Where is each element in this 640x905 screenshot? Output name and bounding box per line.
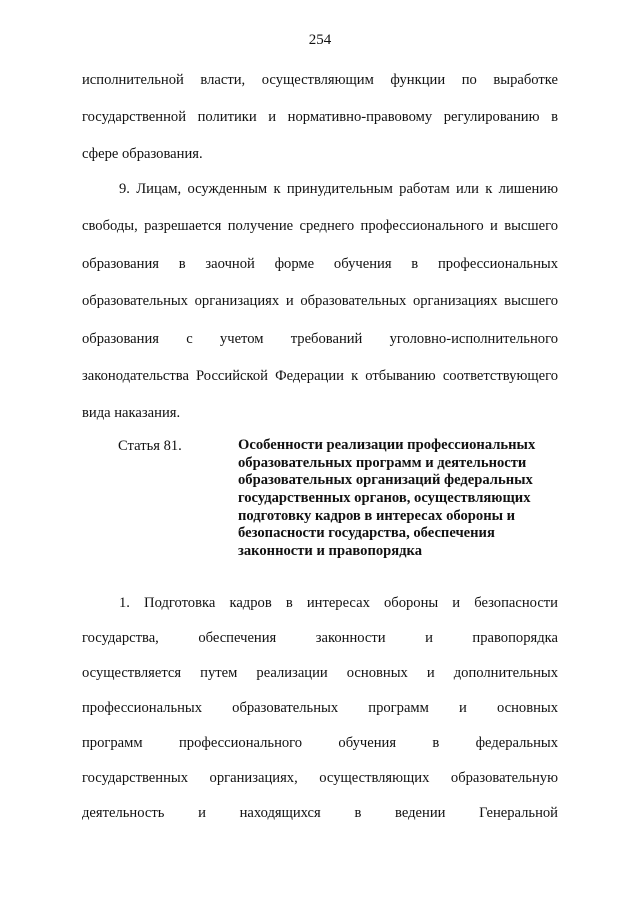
article-label: Статья 81. — [118, 438, 182, 454]
text-line: 1. Подготовка кадров в интересах обороны и безопасности — [119, 595, 558, 611]
text-line: вида наказания. — [82, 405, 181, 422]
article-title-line: образовательных программ и деятельности — [238, 454, 527, 471]
text-line: профессиональных образовательных программ и основных — [82, 700, 558, 716]
article-title-line: Особенности реализации профессиональных — [238, 437, 536, 453]
paragraph-item-9 — [82, 180, 558, 442]
text-line: деятельность и находящихся в ведении Генеральной — [82, 805, 558, 821]
text-line: образования с учетом требований уголовно-исполнительного — [82, 330, 558, 347]
article-title-line: безопасности государства, обеспечения — [238, 525, 495, 542]
article-title-line: государственных органов, осуществляющих — [238, 490, 531, 507]
text-line: образовательных организациях и образовательных организациях высшего — [82, 293, 558, 310]
text-line: законодательства Российской Федерации к отбыванию соответствующего — [82, 367, 558, 384]
text-line: государственных организациях, осуществляющих образовательную — [82, 770, 558, 786]
text-line: осуществляется путем реализации основных и дополнительных — [82, 665, 558, 681]
article-title-line: законности и правопорядка — [238, 543, 423, 560]
text-line: государства, обеспечения законности и правопорядка — [82, 630, 558, 646]
text-line: 9. Лицам, осужденным к принудительным работам или к лишению — [119, 181, 558, 197]
article-title-line: образовательных организаций федеральных — [238, 472, 533, 489]
paragraph-continuation — [82, 71, 558, 182]
article-title — [238, 437, 568, 561]
text-line: свободы, разрешается получение среднего профессионального и высшего — [82, 218, 558, 235]
text-line: исполнительной власти, осуществляющим функции по выработке — [82, 72, 558, 88]
text-line: программ профессионального обучения в федеральных — [82, 735, 558, 751]
text-line: образования в заочной форме обучения в профессиональных — [82, 255, 558, 272]
paragraph-item-1 — [82, 594, 558, 839]
article-title-line: подготовку кадров в интересах обороны и — [238, 507, 516, 524]
text-line: сфере образования. — [82, 146, 203, 162]
text-line: государственной политики и нормативно-правовому регулированию в — [82, 109, 558, 125]
page-number: 254 — [308, 32, 332, 48]
